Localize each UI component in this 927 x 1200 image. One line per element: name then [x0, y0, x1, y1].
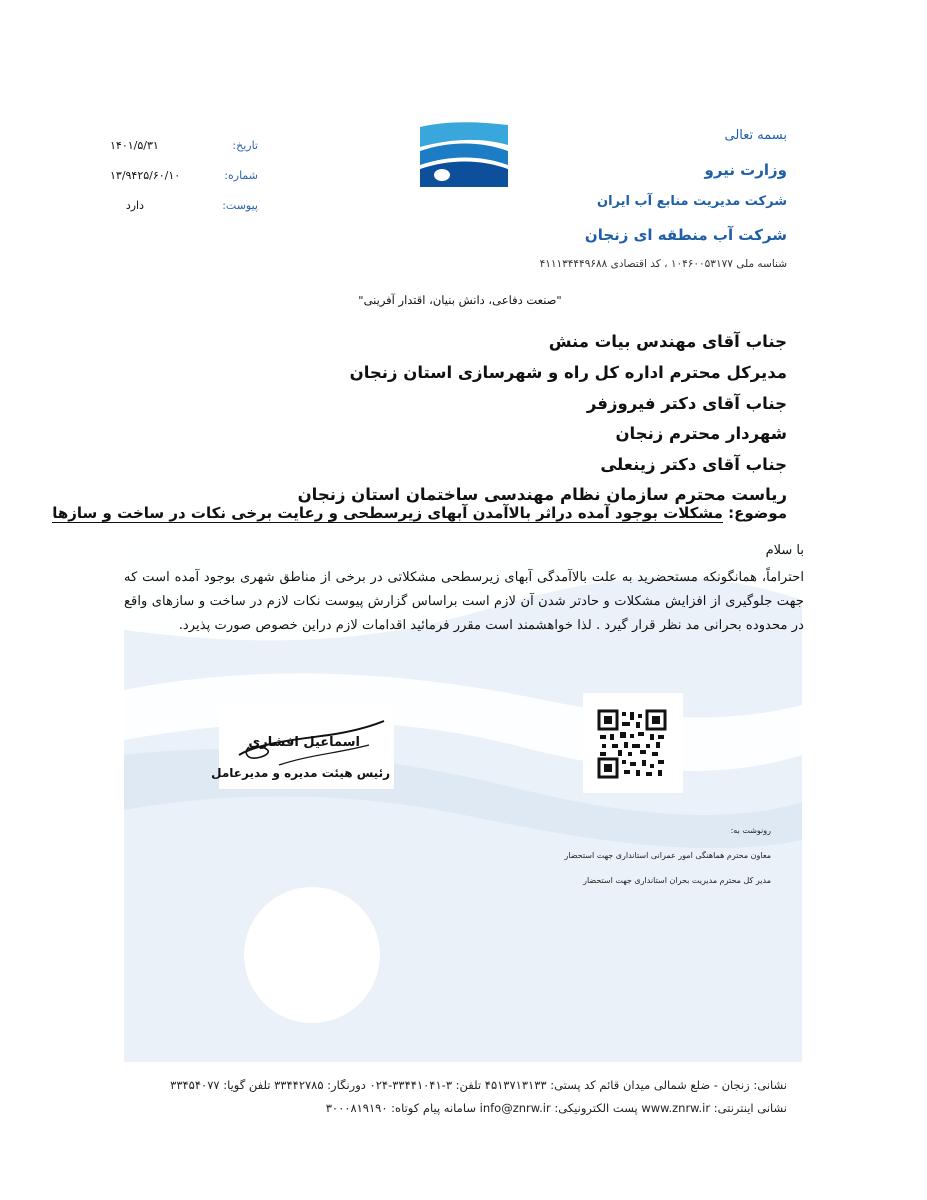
attachment-label: پیوست:: [222, 199, 258, 212]
footer-address: نشانی: زنجان - ضلع شمالی میدان قائم کد پستی: ۴۵۱۳۷۱۳۱۳۳ تلفن: ۳-۳۳۴۴۱۰۴۱-۰۲۴ دورنگار: ۳۳۴۴۲۷۸۵ تلفن گویا: ۳۳۴۵۴۰۷۷: [170, 1078, 787, 1092]
signature-block: [211, 705, 394, 789]
footer-contact: نشانی اینترنتی: www.znrw.ir پست الکترونیکی: info@znrw.ir سامانه پیام کوتاه: ۳۰۰۰۸۱۹۱۹۰: [325, 1101, 787, 1115]
subject-label: موضوع:: [728, 504, 787, 522]
subject-text: مشکلات بوجود آمده دراثر بالاآمدن آبهای زیرسطحی و رعایت برخی نکات در ساخت و سازها: [52, 504, 723, 522]
recipient-line-6: ریاست محترم سازمان نظام مهندسی ساختمان استان زنجان: [297, 485, 787, 504]
recipient-line-5: جناب آقای دکتر زینعلی: [600, 455, 787, 474]
greeting: با سلام: [765, 543, 804, 558]
letter-body: احتراماً، همانگونکه مستحضرید به علت بالاآمدگی آبهای زیرسطحی مشکلاتی در برخی از مناطق شهری بوجود آمده است که جهت جلوگیری از افزایش مشکلات و حادتر شدن آن لازم است براساس گزارش پیوست نکات لازم در ساخت و سازهای واقع در محدوده بحرانی مد نظر قرار گیرد . لذا خواهشمند است مقرر فرمائید اقدامات لازم دراین خصوص صورت پذیرد.: [124, 570, 804, 633]
cc-item-1: معاون محترم هماهنگی امور عمرانی استانداری جهت استحضار: [564, 851, 771, 860]
recipient-line-2: مدیرکل محترم اداره کل راه و شهرسازی استان زنجان: [349, 363, 787, 382]
invocation: بسمه تعالی: [724, 128, 787, 143]
water-logo-icon: [420, 121, 508, 187]
logo: [420, 121, 508, 187]
date-label: تاریخ:: [232, 139, 258, 152]
subject: [52, 502, 787, 524]
ministry-name: وزارت نیرو: [704, 161, 787, 179]
parent-company-name: شرکت مدیریت منابع آب ایران: [597, 194, 787, 209]
attachment-value: دارد: [125, 199, 144, 212]
recipient-line-3: جناب آقای دکتر فیروزفر: [586, 394, 787, 413]
qr-code: [583, 693, 683, 793]
signer-title: رئیس هیئت مدیره و مدیرعامل: [211, 766, 390, 780]
qr-code-icon: [597, 709, 667, 779]
cc-item-2: مدیر کل محترم مدیریت بحران استانداری جهت استحضار: [583, 876, 771, 885]
recipient-line-4: شهردار محترم زنجان: [615, 424, 787, 443]
number-value: ۱۳/۹۴۲۵/۶۰/۱۰: [110, 169, 181, 182]
slogan: "صنعت دفاعی، دانش بنیان، اقتدار آفرینی": [358, 293, 562, 307]
cc-label: رونوشت به:: [730, 826, 771, 835]
signer-name: اسماعیل افشاری: [248, 735, 360, 750]
date-value: ۱۴۰۱/۵/۳۱: [110, 139, 159, 152]
recipient-line-1: جناب آقای مهندس بیات منش: [548, 332, 787, 351]
company-name: شرکت آب منطقه ای زنجان: [584, 226, 787, 244]
number-label: شماره:: [224, 169, 258, 182]
company-ids: شناسه ملی ۱۰۴۶۰۰۵۳۱۷۷ ، کد اقتصادی ۴۱۱۱۳۴۴۴۹۶۸۸: [539, 258, 787, 270]
